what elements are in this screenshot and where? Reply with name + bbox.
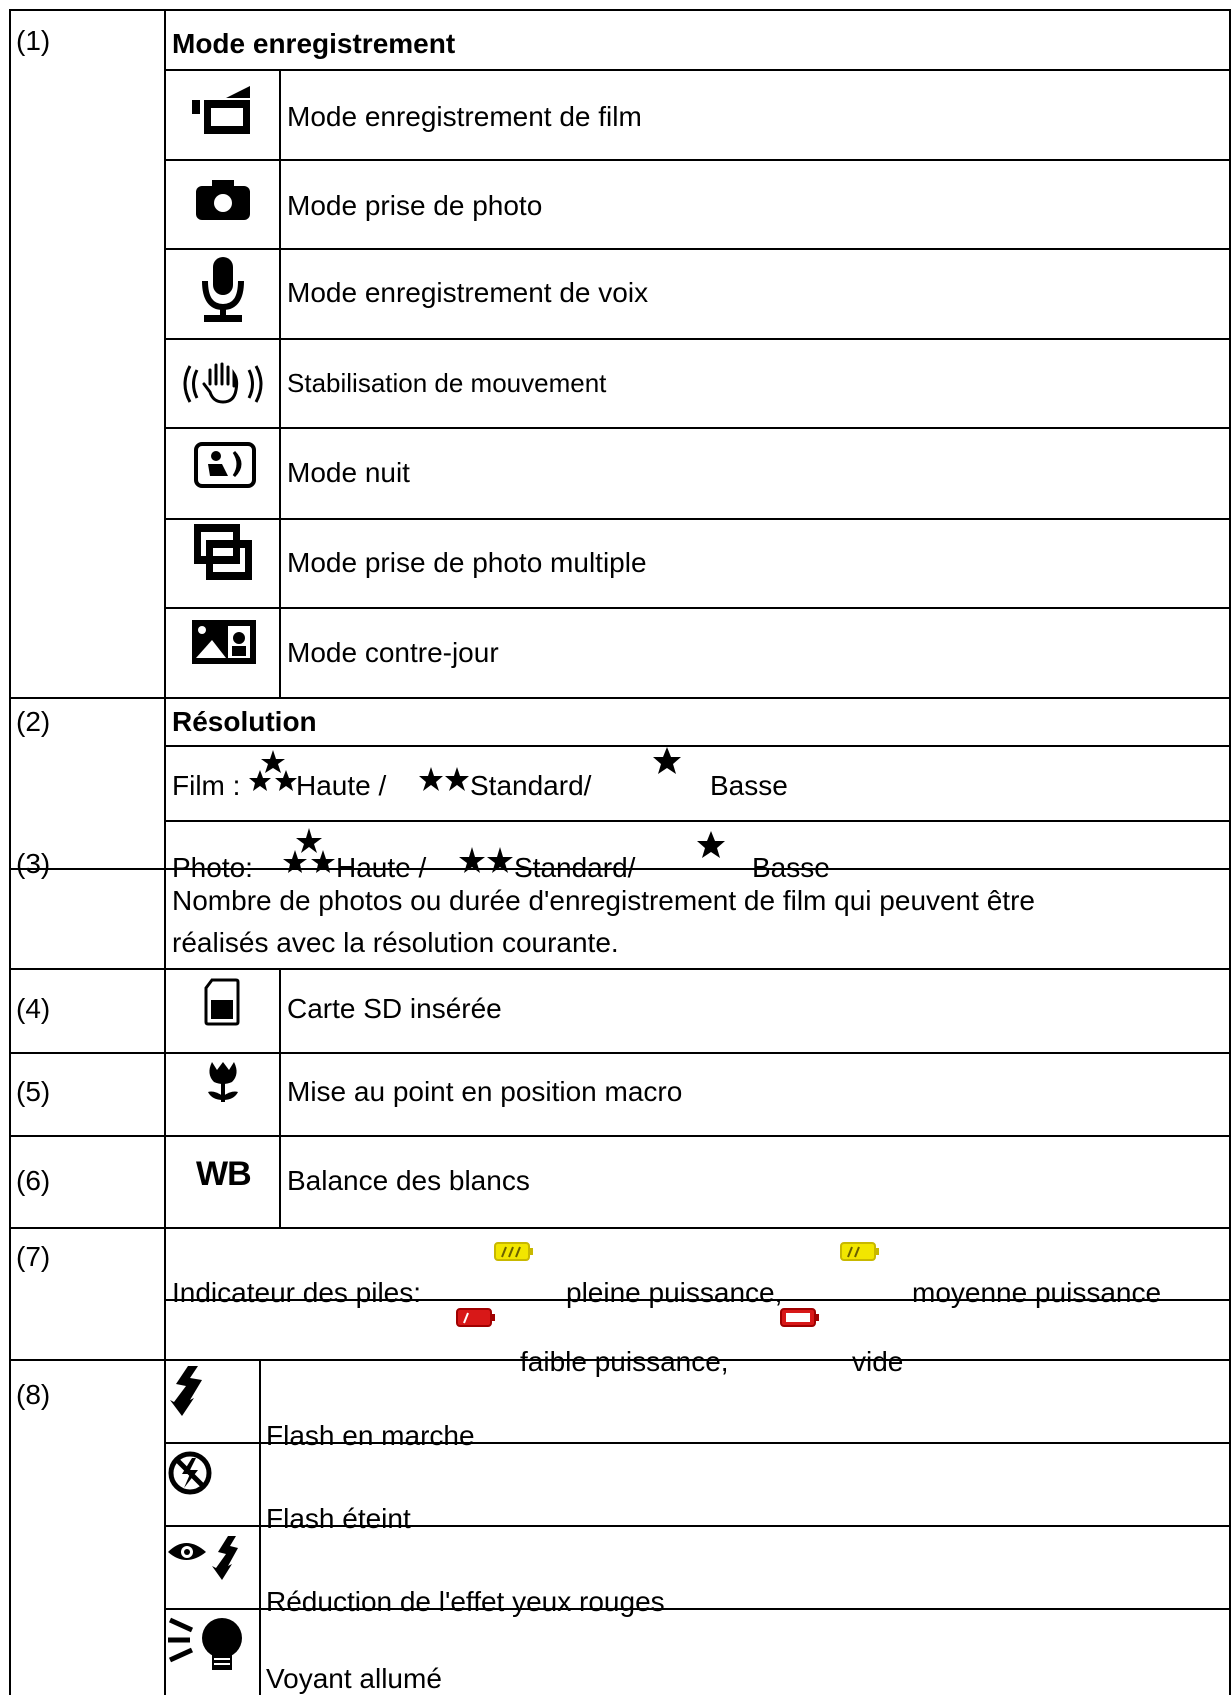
icon-column-divider	[259, 1359, 261, 1695]
white-balance-label: Balance des blancs	[287, 1165, 530, 1196]
three-star-icon	[282, 826, 336, 876]
macro-flower-icon	[206, 1060, 240, 1104]
battery-medium-icon	[840, 1240, 880, 1262]
battery-empty-icon	[780, 1306, 820, 1328]
film-prefix: Film :	[172, 770, 241, 801]
list-item-label: Mode contre-jour	[287, 637, 499, 668]
list-item-label: Mode enregistrement de film	[287, 101, 642, 132]
camera-icon	[196, 180, 250, 220]
photo-low-label: Basse	[752, 852, 830, 883]
row-number: (7)	[16, 1241, 51, 1272]
red-eye-icon	[166, 1532, 248, 1582]
battery-full-icon	[494, 1240, 534, 1262]
microphone-icon	[200, 255, 246, 325]
row-separator	[9, 968, 1231, 970]
list-item-label: Mode prise de photo	[287, 190, 543, 221]
inner-line	[164, 427, 1231, 429]
row-number: (5)	[16, 1076, 51, 1107]
section-title: Résolution	[172, 706, 317, 737]
icon-column-divider	[279, 968, 281, 1227]
list-item-label: Mode nuit	[287, 457, 410, 488]
section-title: Mode enregistrement	[172, 28, 456, 59]
inner-line	[164, 69, 1231, 71]
macro-label: Mise au point en position macro	[287, 1076, 683, 1107]
night-mode-icon	[194, 442, 256, 488]
battery-low-icon	[456, 1306, 496, 1328]
three-star-icon	[248, 748, 298, 794]
two-star-icon	[458, 846, 514, 876]
white-balance-icon: WB	[196, 1155, 251, 1193]
row-number: (8)	[16, 1379, 51, 1410]
row-number: (6)	[16, 1165, 51, 1196]
battery-prefix: Indicateur des piles:	[172, 1277, 422, 1308]
one-star-icon	[652, 746, 682, 776]
video-camera-icon	[192, 84, 254, 136]
icon-column-divider	[279, 69, 281, 697]
inner-line	[164, 248, 1231, 250]
inner-line	[164, 518, 1231, 520]
row-number: (4)	[16, 993, 51, 1024]
film-high-label: Haute /	[296, 770, 387, 801]
battery-empty-label: vide	[852, 1346, 904, 1377]
multi-shot-icon	[194, 524, 254, 582]
description-line-1: Nombre de photos ou durée d'enregistrement de film qui peuvent être	[172, 885, 1035, 916]
row-separator	[9, 1052, 1231, 1054]
film-standard-label: Standard/	[470, 770, 592, 801]
row-number: (2)	[16, 706, 51, 737]
inner-line	[164, 820, 1231, 822]
inner-line	[164, 159, 1231, 161]
list-item-label: Flash éteint	[266, 1503, 411, 1534]
row-separator	[9, 1227, 1231, 1229]
row-separator	[9, 697, 1231, 699]
battery-medium-label: moyenne puissance	[912, 1277, 1162, 1308]
photo-prefix: Photo:	[172, 852, 253, 883]
lamp-icon	[166, 1614, 250, 1674]
table-border-top	[9, 9, 1231, 11]
list-item-label: Mode enregistrement de voix	[287, 277, 649, 308]
list-item-label: Voyant allumé	[266, 1663, 442, 1694]
row-number: (1)	[16, 25, 51, 56]
list-item-label: Réduction de l'effet yeux rouges	[266, 1586, 665, 1617]
photo-high-label: Haute /	[336, 852, 427, 883]
list-item-label: Stabilisation de mouvement	[287, 368, 607, 398]
inner-line	[164, 338, 1231, 340]
table-border-left	[9, 9, 11, 1695]
battery-full-label: pleine puissance,	[566, 1277, 783, 1308]
stabilization-hand-icon	[180, 360, 266, 408]
row-number: (3)	[16, 848, 51, 879]
sd-card-label: Carte SD insérée	[287, 993, 502, 1024]
film-low-label: Basse	[710, 770, 788, 801]
list-item-label: Mode prise de photo multiple	[287, 547, 647, 578]
flash-off-icon	[168, 1450, 212, 1496]
row-separator	[9, 1135, 1231, 1137]
inner-line	[164, 607, 1231, 609]
two-star-icon	[418, 766, 470, 794]
inner-line	[164, 745, 1231, 747]
sd-card-icon	[204, 978, 240, 1026]
backlight-icon	[192, 620, 256, 664]
description-line-2: réalisés avec la résolution courante.	[172, 927, 619, 958]
battery-low-label: faible puissance,	[520, 1346, 729, 1377]
one-star-icon	[696, 830, 726, 860]
photo-standard-label: Standard/	[514, 852, 636, 883]
list-item-label: Flash en marche	[266, 1420, 475, 1451]
flash-on-icon	[168, 1364, 206, 1418]
